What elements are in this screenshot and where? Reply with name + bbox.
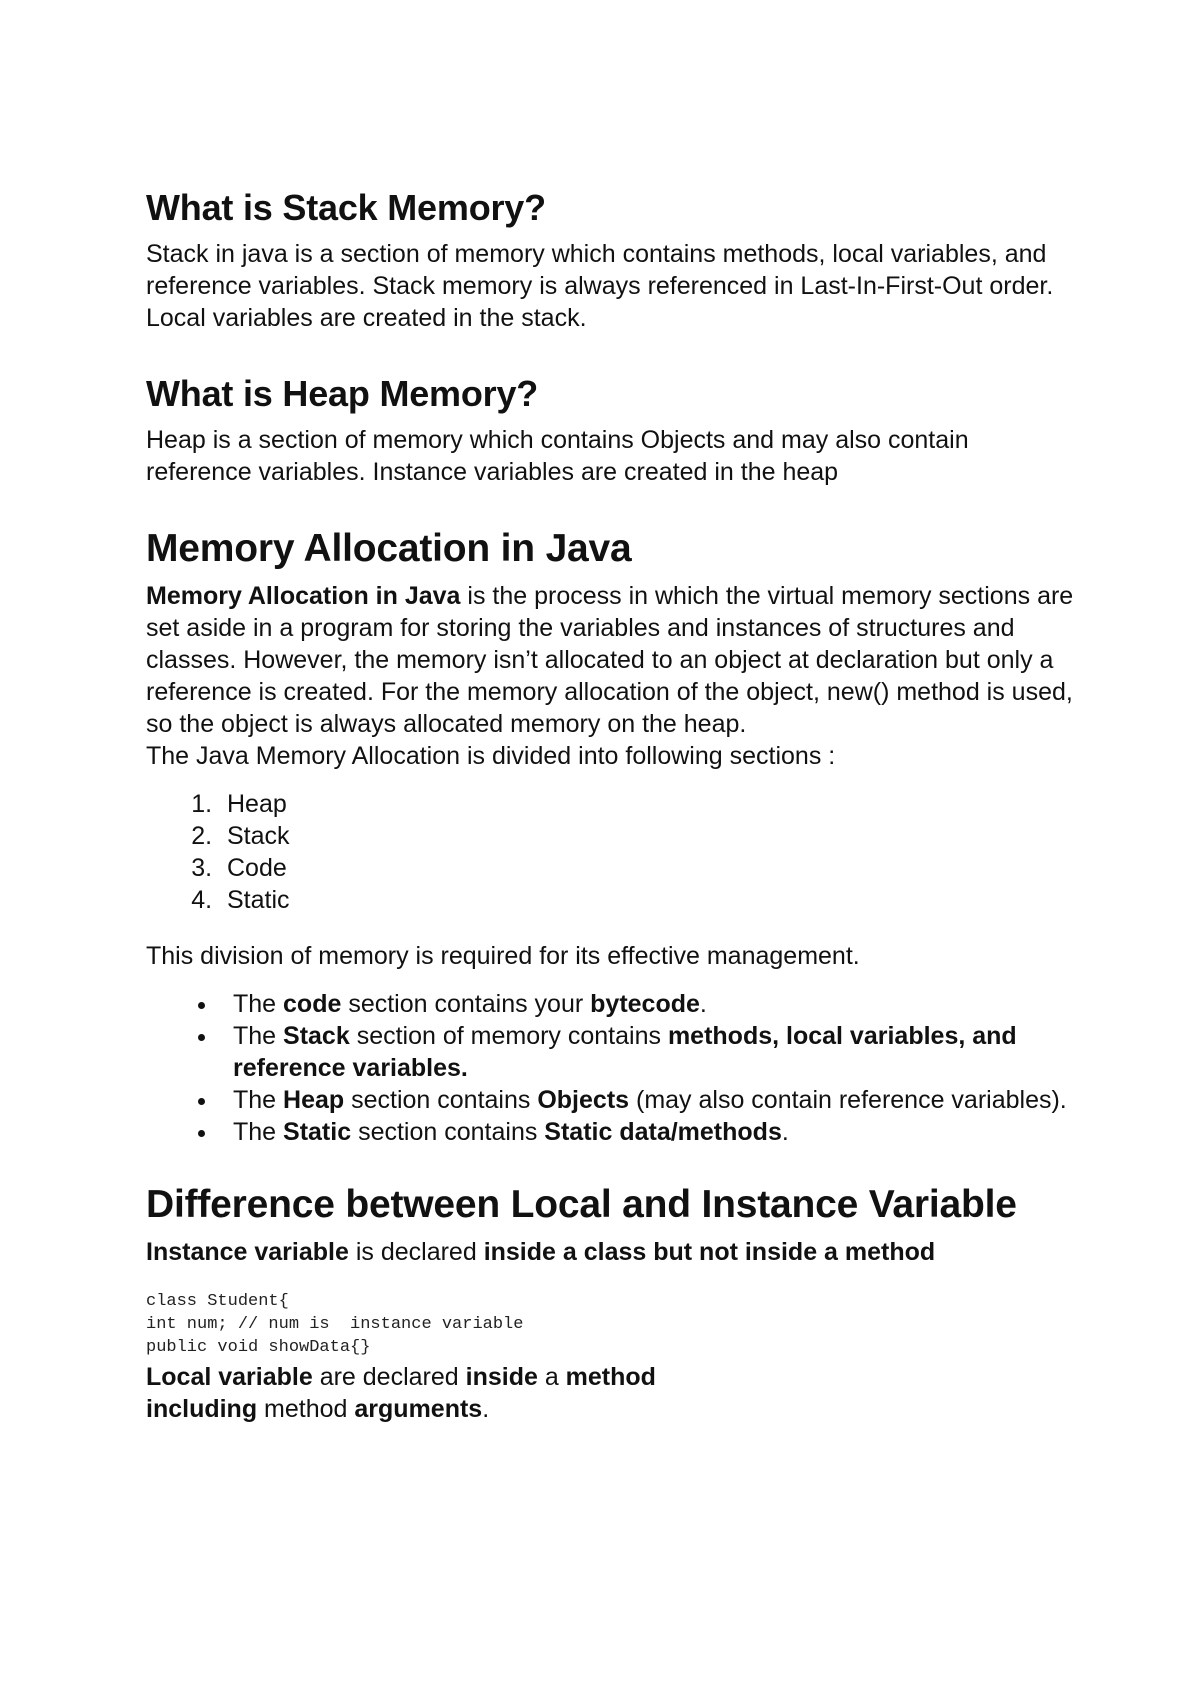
allocation-intro-bold: Memory Allocation in Java bbox=[146, 582, 461, 610]
bullet-text: . bbox=[699, 990, 707, 1018]
bullet-bold: Stack bbox=[283, 1022, 350, 1050]
difference-section bbox=[146, 1182, 1076, 1425]
bullet-bold: code bbox=[283, 990, 342, 1018]
heap-heading: What is Heap Memory? bbox=[146, 373, 539, 414]
local-text: . bbox=[482, 1395, 490, 1423]
instance-text: is declared bbox=[348, 1238, 484, 1266]
bullet-bold: Static data/methods bbox=[544, 1118, 782, 1146]
instance-bold: Instance variable bbox=[146, 1238, 349, 1266]
allocation-intro-text: is the process in which the virtual memory sections are set aside in a program for storing the variables and instances of structures and classes. However, the memory isn’t allocated to an object at declaration but only a reference is created. For the memory allocation of the object, new() method is used, so the object is always allocated memory on the heap. bbox=[146, 582, 1074, 738]
difference-heading: Difference between Local and Instance Variable bbox=[146, 1183, 1017, 1226]
code-block bbox=[146, 1290, 1076, 1359]
local-bold: including bbox=[146, 1395, 258, 1423]
list-item bbox=[219, 1020, 1076, 1084]
bullet-text: section of memory contains bbox=[349, 1022, 668, 1050]
bullet-text: section contains your bbox=[341, 990, 591, 1018]
local-bold: method bbox=[565, 1363, 656, 1391]
bullet-bold: Heap bbox=[283, 1086, 345, 1114]
stack-section bbox=[146, 186, 1076, 334]
bullet-bold: Static bbox=[283, 1118, 352, 1146]
bullet-text: . bbox=[781, 1118, 789, 1146]
list-item bbox=[219, 1116, 1076, 1148]
list-item: 4. Static bbox=[219, 884, 1076, 916]
sections-list bbox=[146, 788, 1076, 916]
document-page bbox=[146, 186, 1076, 1425]
division-note: This division of memory is required for its effective management. bbox=[146, 942, 860, 970]
bullet-text: The bbox=[233, 1118, 284, 1146]
bullet-bold: bytecode bbox=[590, 990, 700, 1018]
code-line: public void showData{} bbox=[146, 1338, 371, 1357]
local-text: method bbox=[257, 1395, 355, 1423]
heap-section bbox=[146, 372, 1076, 488]
bullet-bold: methods, local variables, and reference variables. bbox=[233, 1022, 1017, 1082]
code-line: int num; // num is instance variable bbox=[146, 1315, 524, 1334]
list-item: 1. Heap bbox=[219, 788, 1076, 820]
instance-bold: inside a class but not inside a method bbox=[483, 1238, 936, 1266]
bullet-text: section contains bbox=[351, 1118, 545, 1146]
bullet-text: The bbox=[233, 1086, 284, 1114]
local-bold: arguments bbox=[354, 1395, 483, 1423]
list-item: 2. Stack bbox=[219, 820, 1076, 852]
local-bold: Local variable bbox=[146, 1363, 313, 1391]
bullet-list bbox=[146, 988, 1076, 1148]
list-item bbox=[219, 988, 1076, 1020]
bullet-text: (may also contain reference variables). bbox=[629, 1086, 1067, 1114]
list-item bbox=[219, 1084, 1076, 1116]
stack-heading: What is Stack Memory? bbox=[146, 187, 546, 228]
bullet-text: The bbox=[233, 1022, 284, 1050]
local-text: a bbox=[537, 1363, 566, 1391]
stack-body: Stack in java is a section of memory which contains methods, local variables, and reference variables. Stack memory is always referenced in Last-In-First-Out order. Local variables are created in the stack. bbox=[146, 240, 1054, 332]
allocation-section bbox=[146, 526, 1076, 1148]
bullet-text: section contains bbox=[344, 1086, 538, 1114]
bullet-text: The bbox=[233, 990, 284, 1018]
allocation-intro bbox=[146, 580, 1076, 740]
allocation-heading: Memory Allocation in Java bbox=[146, 527, 632, 570]
local-bold: inside bbox=[465, 1363, 538, 1391]
heap-body: Heap is a section of memory which contains Objects and may also contain reference variables. Instance variables are created in the heap bbox=[146, 426, 969, 486]
local-definition bbox=[146, 1361, 1076, 1425]
local-text: are declared bbox=[312, 1363, 466, 1391]
allocation-divided: The Java Memory Allocation is divided into following sections : bbox=[146, 742, 836, 770]
instance-definition bbox=[146, 1236, 1076, 1268]
bullet-bold: Objects bbox=[537, 1086, 630, 1114]
list-item: 3. Code bbox=[219, 852, 1076, 884]
code-line: class Student{ bbox=[146, 1292, 289, 1311]
